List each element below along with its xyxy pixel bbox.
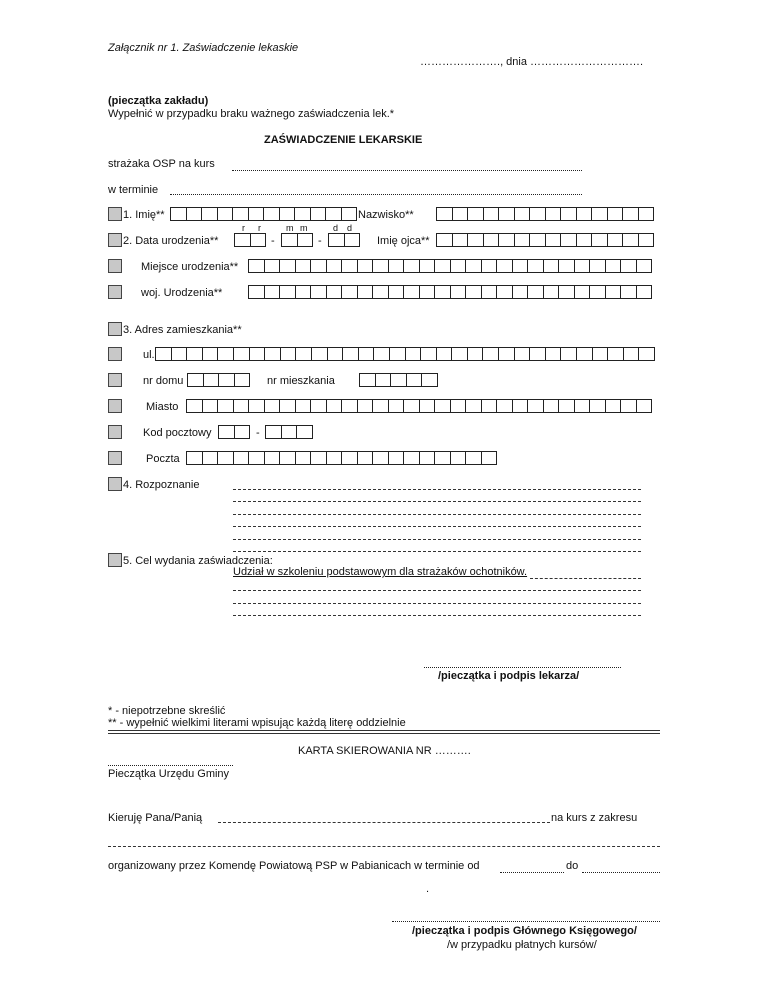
- address-marker[interactable]: [108, 322, 122, 336]
- surname-field[interactable]: [436, 207, 654, 221]
- father-name-label: Imię ojca**: [377, 235, 430, 247]
- first-name-label: 1. Imię**: [123, 209, 165, 221]
- postcode-second-field[interactable]: [265, 425, 313, 439]
- place-blank[interactable]: ………………….: [420, 56, 501, 68]
- paid-courses-note: /w przypadku płatnych kursów/: [447, 939, 597, 951]
- stray-dot: .: [426, 883, 430, 895]
- purpose-marker[interactable]: [108, 553, 122, 567]
- diagnosis-line-6[interactable]: [233, 551, 641, 552]
- purpose-line-3[interactable]: [233, 615, 641, 616]
- date-from-field[interactable]: [500, 872, 564, 873]
- diagnosis-line-5[interactable]: [233, 539, 641, 540]
- purpose-value: Udział w szkoleniu podstawowym dla strażaków ochotników.: [233, 566, 528, 578]
- accountant-signature-line[interactable]: [392, 921, 660, 922]
- address-label: 3. Adres zamieszkania**: [123, 324, 242, 336]
- dob-day-field[interactable]: [328, 233, 360, 247]
- separator-top: [108, 730, 660, 731]
- doctor-signature-caption: /pieczątka i podpis lekarza/: [438, 670, 580, 682]
- refer-label: Kieruję Pana/Panią: [108, 812, 203, 824]
- course-scope-field[interactable]: [108, 846, 660, 847]
- organized-by-label: organizowany przez Komendę Powiatową PSP w Pabianicach w terminie od: [108, 860, 480, 872]
- post-office-field[interactable]: [186, 451, 497, 465]
- date-label: , dnia: [500, 56, 527, 68]
- postcode-first-field[interactable]: [218, 425, 250, 439]
- date-blank[interactable]: ………………………….: [530, 56, 644, 68]
- city-label: Miasto: [146, 401, 179, 413]
- course-label: strażaka OSP na kurs: [108, 158, 215, 170]
- footnote-double: ** - wypełnić wielkimi literami wpisując każdą literę oddzielnie: [108, 717, 406, 729]
- first-name-marker[interactable]: [108, 207, 122, 221]
- post-office-marker[interactable]: [108, 451, 122, 465]
- dob-dash-1: -: [271, 235, 275, 247]
- first-name-field[interactable]: [170, 207, 357, 221]
- diagnosis-line-3[interactable]: [233, 514, 641, 515]
- date-code-m1: m: [286, 223, 294, 233]
- course-field[interactable]: [232, 170, 582, 171]
- purpose-line-0[interactable]: [530, 578, 641, 579]
- street-marker[interactable]: [108, 347, 122, 361]
- street-field[interactable]: [155, 347, 655, 361]
- postcode-label: Kod pocztowy: [143, 427, 212, 439]
- dob-label: 2. Data urodzenia**: [123, 235, 219, 247]
- referral-title: KARTA SKIEROWANIA NR ……….: [298, 745, 471, 757]
- stamp-note: Wypełnić w przypadku braku ważnego zaświadczenia lek.*: [108, 108, 395, 120]
- diagnosis-line-1[interactable]: [233, 489, 641, 490]
- term-label: w terminie: [108, 184, 159, 196]
- dob-month-field[interactable]: [281, 233, 313, 247]
- flat-number-field[interactable]: [359, 373, 438, 387]
- date-line: [420, 57, 643, 68]
- attachment-caption: Załącznik nr 1. Zaświadczenie lekaskie: [108, 42, 299, 54]
- accountant-signature-caption: /pieczątka i podpis Głównego Księgowego/: [412, 925, 637, 937]
- birth-place-marker[interactable]: [108, 259, 122, 273]
- date-code-r1: r: [242, 223, 245, 233]
- birth-voivodeship-label: woj. Urodzenia**: [141, 287, 223, 299]
- diagnosis-line-2[interactable]: [233, 501, 641, 502]
- footnote-single: * - niepotrzebne skreślić: [108, 705, 226, 717]
- house-number-marker[interactable]: [108, 373, 122, 387]
- stamp-title: (pieczątka zakładu): [108, 95, 209, 107]
- purpose-label: 5. Cel wydania zaświadczenia:: [123, 555, 273, 567]
- date-to-label: do: [566, 860, 579, 872]
- course-scope-label: na kurs z zakresu: [551, 812, 638, 824]
- father-name-field[interactable]: [436, 233, 654, 247]
- street-label: ul.: [143, 349, 155, 361]
- birth-voivodeship-field[interactable]: [248, 285, 652, 299]
- date-code-m2: m: [300, 223, 308, 233]
- flat-number-label: nr mieszkania: [267, 375, 335, 387]
- city-marker[interactable]: [108, 399, 122, 413]
- separator-bottom: [108, 733, 660, 734]
- purpose-line-2[interactable]: [233, 603, 641, 604]
- date-to-field[interactable]: [582, 872, 660, 873]
- birth-voivodeship-marker[interactable]: [108, 285, 122, 299]
- diagnosis-label: 4. Rozpoznanie: [123, 479, 200, 491]
- municipality-stamp-label: Pieczątka Urzędu Gminy: [108, 768, 230, 780]
- municipality-stamp-line[interactable]: [108, 765, 233, 766]
- diagnosis-line-4[interactable]: [233, 526, 641, 527]
- diagnosis-marker[interactable]: [108, 477, 122, 491]
- surname-label: Nazwisko**: [358, 209, 414, 221]
- date-code-d2: d: [347, 223, 353, 233]
- term-field[interactable]: [170, 194, 582, 195]
- city-field[interactable]: [186, 399, 652, 413]
- birth-place-field[interactable]: [248, 259, 652, 273]
- postcode-marker[interactable]: [108, 425, 122, 439]
- post-office-label: Poczta: [146, 453, 180, 465]
- dob-marker[interactable]: [108, 233, 122, 247]
- person-name-field[interactable]: [218, 822, 550, 823]
- dob-year-field[interactable]: [234, 233, 266, 247]
- date-code-d1: d: [333, 223, 339, 233]
- house-number-label: nr domu: [143, 375, 184, 387]
- birth-place-label: Miejsce urodzenia**: [141, 261, 239, 273]
- dob-dash-2: -: [318, 235, 322, 247]
- date-code-r2: r: [258, 223, 261, 233]
- postcode-dash: -: [256, 427, 260, 439]
- purpose-line-1[interactable]: [233, 590, 641, 591]
- certificate-title: ZAŚWIADCZENIE LEKARSKIE: [264, 134, 423, 146]
- doctor-signature-line[interactable]: [424, 667, 621, 668]
- house-number-field[interactable]: [187, 373, 250, 387]
